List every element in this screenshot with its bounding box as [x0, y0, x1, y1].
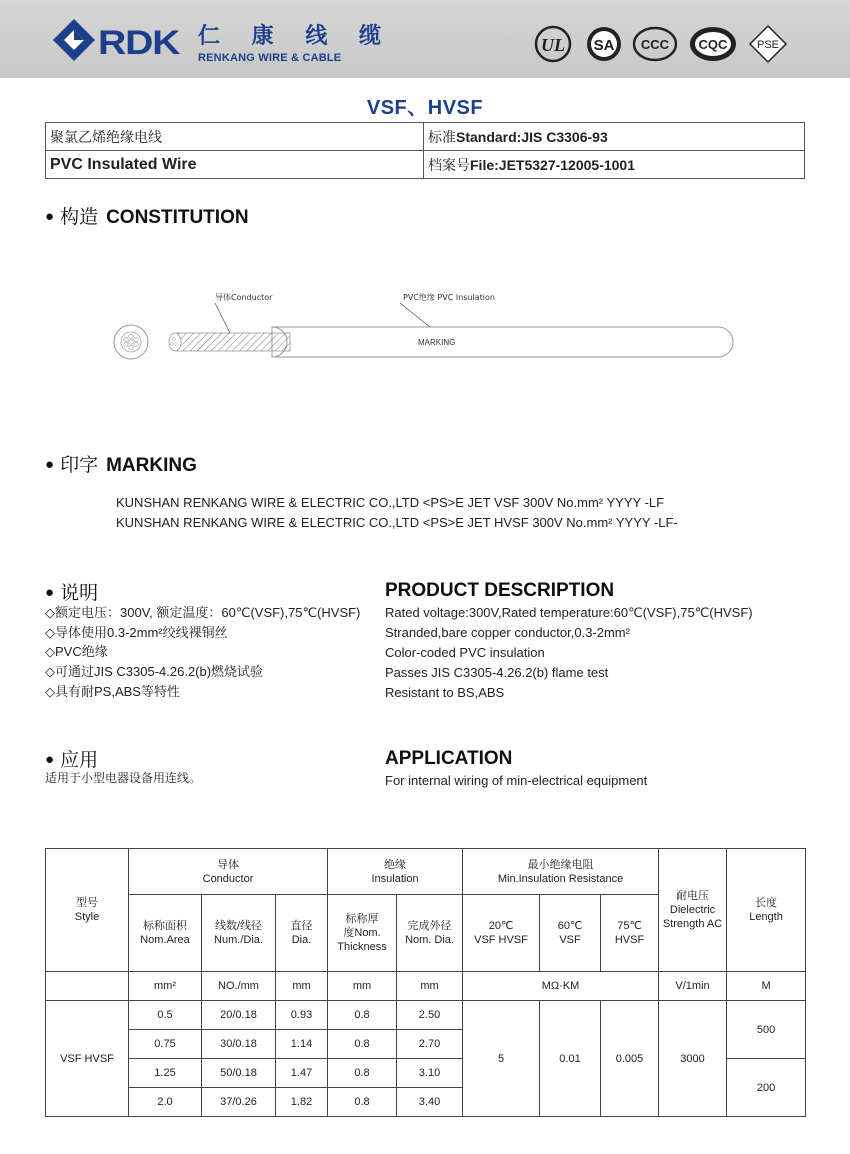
name-cn-cell: 聚氯乙烯绝缘电线 — [46, 123, 424, 151]
unit-od: mm — [397, 972, 463, 1001]
cell-length-200: 200 — [727, 1059, 806, 1117]
length-header: 长度 Length — [727, 849, 806, 972]
thickness-header: 标称厚 度Nom. Thickness — [328, 895, 397, 972]
cell-area: 1.25 — [129, 1059, 202, 1088]
res20-header: 20℃ VSF HVSF — [463, 895, 540, 972]
unit-volt: V/1min — [659, 972, 727, 1001]
header-banner — [0, 0, 850, 78]
bullet-icon: ● — [45, 751, 55, 768]
application-heading-cn-block — [45, 745, 98, 772]
constitution-heading-cn: 构造 — [60, 207, 99, 228]
cell-area: 0.5 — [129, 1001, 202, 1030]
table-row — [46, 1001, 806, 1030]
standard-cell — [424, 123, 805, 151]
cell-num: 30/0.18 — [202, 1030, 276, 1059]
pse-text: PSE — [756, 39, 780, 51]
list-item: Passes JIS C3305-4.26.2(b) flame test — [385, 665, 609, 680]
insulation-label: PVC绝缘 PVC Insulation — [403, 293, 495, 302]
list-item: Stranded,bare copper conductor,0.3-2mm² — [385, 625, 630, 640]
list-item: ◇导体使用0.3-2mm²绞线裸铜丝 — [45, 624, 228, 640]
list-item: ◇可通过JIS C3305-4.26.2(b)燃烧试验 — [45, 664, 264, 680]
list-item: Resistant to BS,ABS — [385, 685, 505, 700]
list-item: Rated voltage:300V,Rated temperature:60℃(VSF),75℃(HVSF) — [385, 605, 753, 620]
standard-value: Standard:JIS C3306-93 — [456, 128, 608, 145]
cell-dia: 1.82 — [276, 1088, 328, 1117]
cell-od: 3.40 — [397, 1088, 463, 1117]
unit-len: M — [727, 972, 806, 1001]
list-item: ◇额定电压：300V, 额定温度：60℃(VSF),75℃(HVSF) — [45, 605, 361, 620]
bullet-icon: ● — [45, 208, 55, 225]
brand-name-en: RENKANG WIRE & CABLE — [198, 52, 342, 64]
file-prefix: 档案号 — [428, 156, 470, 173]
application-text-en: For internal wiring of min-electrical equipment — [385, 773, 648, 788]
csa-text: SA — [593, 37, 615, 54]
ccc-text: CCC — [640, 37, 670, 52]
brand-name: RDK — [98, 24, 180, 62]
spec-data-table — [45, 848, 806, 1117]
cell-res75: 0.005 — [601, 1001, 659, 1117]
cqc-text: CQC — [698, 37, 728, 52]
rdk-diamond-logo-icon — [52, 18, 96, 62]
insulation-shape — [272, 327, 733, 357]
cross-section-icon — [114, 325, 148, 359]
cell-voltage: 3000 — [659, 1001, 727, 1117]
page-title: VSF、HVSF — [366, 97, 484, 119]
unit-num: NO./mm — [202, 972, 276, 1001]
insulation-header: 绝缘 Insulation — [328, 849, 463, 895]
style-value: VSF HVSF — [46, 1001, 129, 1117]
cell-num: 20/0.18 — [202, 1001, 276, 1030]
csa-icon — [584, 24, 624, 64]
constitution-heading — [45, 202, 249, 229]
dielectric-header: 耐电压 Dielectric Strength AC — [659, 849, 727, 972]
bullet-icon: ● — [45, 584, 55, 601]
unit-area: mm² — [129, 972, 202, 1001]
ul-text: UL — [541, 35, 565, 55]
cell-area: 0.75 — [129, 1030, 202, 1059]
cell-res60: 0.01 — [540, 1001, 601, 1117]
description-heading-cn-block — [45, 578, 98, 605]
brand-name-cn: 仁 康 线 缆 — [198, 24, 393, 49]
cell-thick: 0.8 — [328, 1030, 397, 1059]
name-en-cell: PVC Insulated Wire — [46, 151, 424, 179]
style-header: 型号 Style — [46, 849, 129, 972]
unit-res: MΩ·KM — [463, 972, 659, 1001]
num-dia-header: 线数/线径 Num./Dia. — [202, 895, 276, 972]
cell-dia: 1.47 — [276, 1059, 328, 1088]
spec-table — [45, 122, 805, 179]
list-item: ◇具有耐PS,ABS等特性 — [45, 683, 180, 699]
cell-dia: 0.93 — [276, 1001, 328, 1030]
unit-dia: mm — [276, 972, 328, 1001]
pse-icon — [748, 24, 788, 64]
file-cell — [424, 151, 805, 179]
cell-thick: 0.8 — [328, 1059, 397, 1088]
list-item: ◇PVC绝缘 — [45, 644, 108, 660]
bullet-icon: ● — [45, 456, 55, 473]
description-list-en — [385, 603, 753, 703]
conductor-header: 导体 Conductor — [129, 849, 328, 895]
marking-line-vsf: KUNSHAN RENKANG WIRE & ELECTRIC CO.,LTD <PS>E JET VSF 300V No.mm² YYYY -LF — [116, 495, 665, 510]
marking-line-hvsf: KUNSHAN RENKANG WIRE & ELECTRIC CO.,LTD <PS>E JET HVSF 300V No.mm² YYYY -LF- — [116, 515, 678, 530]
cell-thick: 0.8 — [328, 1088, 397, 1117]
ul-icon — [533, 24, 573, 64]
application-heading-cn: 应用 — [60, 750, 99, 771]
cell-num: 37/0.26 — [202, 1088, 276, 1117]
description-heading-cn: 说明 — [60, 583, 99, 604]
standard-prefix: 标准 — [428, 128, 456, 145]
description-heading-en: PRODUCT DESCRIPTION — [385, 580, 615, 601]
cell-res20: 5 — [463, 1001, 540, 1117]
cell-thick: 0.8 — [328, 1001, 397, 1030]
cable-diagram — [100, 285, 750, 375]
res60-header: 60℃ VSF — [540, 895, 601, 972]
marking-heading-en: MARKING — [106, 455, 197, 476]
cell-od: 3.10 — [397, 1059, 463, 1088]
cell-od: 2.50 — [397, 1001, 463, 1030]
marking-heading-cn: 印字 — [60, 455, 99, 476]
nom-area-header: 标称面积 Nom.Area — [129, 895, 202, 972]
unit-thick: mm — [328, 972, 397, 1001]
cell-dia: 1.14 — [276, 1030, 328, 1059]
conductor-shape — [175, 333, 290, 351]
marking-heading — [45, 450, 197, 477]
application-text-cn: 适用于小型电器设备用连线。 — [45, 771, 202, 785]
description-list-cn — [45, 603, 360, 702]
marking-label: MARKING — [418, 338, 456, 347]
file-value: File:JET5327-12005-1001 — [470, 156, 635, 173]
dia-header: 直径 Dia. — [276, 895, 328, 972]
list-item: Color-coded PVC insulation — [385, 645, 545, 660]
cell-area: 2.0 — [129, 1088, 202, 1117]
cell-length-500: 500 — [727, 1001, 806, 1059]
cell-od: 2.70 — [397, 1030, 463, 1059]
min-resistance-header: 最小绝缘电阻 Min.Insulation Resistance — [463, 849, 659, 895]
res75-header: 75℃ HVSF — [601, 895, 659, 972]
application-heading-en: APPLICATION — [385, 748, 513, 769]
cqc-icon — [688, 24, 738, 64]
unit-style — [46, 972, 129, 1001]
ccc-icon — [632, 24, 678, 64]
cell-num: 50/0.18 — [202, 1059, 276, 1088]
od-header: 完成外径 Nom. Dia. — [397, 895, 463, 972]
constitution-heading-en: CONSTITUTION — [106, 207, 249, 228]
conductor-label: 导体Conductor — [215, 293, 273, 302]
